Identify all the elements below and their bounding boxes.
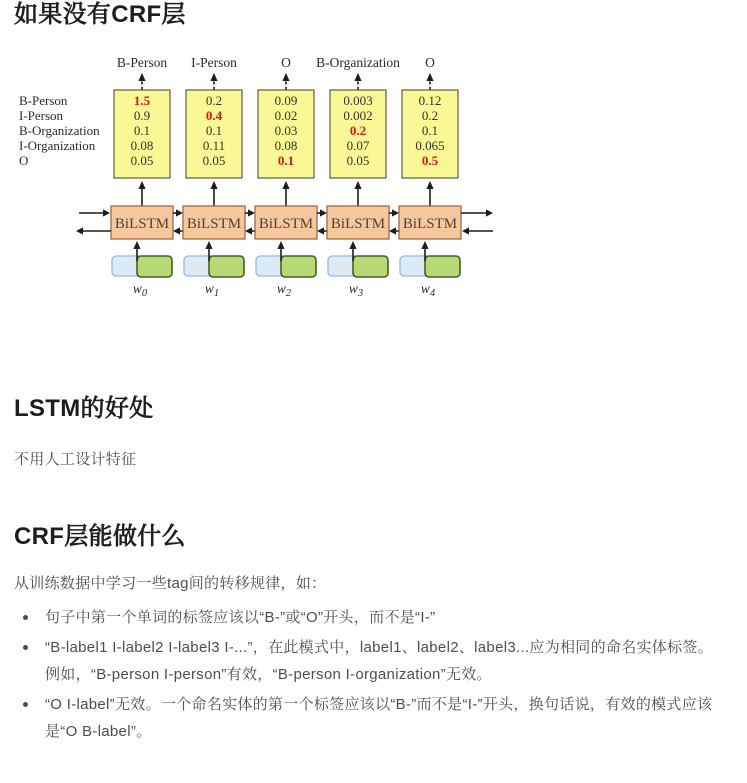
heading-crf-role: CRF层能做什么 [14, 523, 186, 550]
emission-score: 0.08 [274, 138, 298, 153]
dashed-up-arrow [282, 73, 289, 90]
emission-score: 0.1 [205, 123, 223, 138]
bilstm-crf-diagram [0, 48, 520, 300]
dashed-up-arrow [354, 73, 361, 90]
tag-row-label: O [19, 153, 29, 168]
embedding-right-box [353, 256, 388, 277]
emission-score-max: 1.5 [133, 93, 151, 108]
word-label: w3 [348, 281, 364, 299]
dashed-up-arrow [138, 73, 145, 90]
lstm-benefit-text: 不用人工设计特征 [14, 451, 137, 468]
tag-row-label: B-Person [19, 93, 68, 108]
forward-arrow [389, 209, 399, 216]
predicted-tag-label: O [425, 55, 435, 70]
forward-arrow [173, 209, 183, 216]
emission-score-max: 0.4 [205, 108, 223, 123]
tag-row-label: I-Organization [19, 138, 96, 153]
up-arrow [210, 181, 217, 206]
forward-out-arrow [461, 209, 493, 216]
predicted-tag-label: O [281, 55, 291, 70]
forward-arrow [245, 209, 255, 216]
bilstm-diagram-canvas [0, 48, 520, 300]
backward-out-arrow [76, 227, 111, 234]
heading-no-crf: 如果没有CRF层 [14, 1, 186, 28]
bilstm-label: BiLSTM [186, 216, 242, 232]
backward-arrow [389, 227, 399, 234]
predicted-tag-label: B-Person [116, 55, 168, 70]
forward-in-arrow [79, 209, 110, 216]
embedding-right-box [281, 256, 316, 277]
emission-score: 0.1 [421, 123, 439, 138]
up-arrow [282, 181, 289, 206]
emission-score: 0.08 [130, 138, 154, 153]
bullet-item: “O I-label”无效。一个命名实体的第一个标签应该以“B-”而不是“I-”开头，换句话说，有效的模式应该是“O B-label”。 [14, 691, 720, 745]
dashed-up-arrow [426, 73, 433, 90]
emission-score: 0.1 [133, 123, 151, 138]
up-arrow [354, 181, 361, 206]
embedding-right-box [425, 256, 460, 277]
up-arrow [426, 181, 433, 206]
bullet-item: “B-label1 I-label2 I-label3 I-...”，在此模式中，label1、label2、label3...应为相同的命名实体标签。例如，“B-person I-person”有效，“B-person I-organization”无效。 [14, 634, 720, 688]
bilstm-label: BiLSTM [330, 216, 386, 232]
emission-score: 0.065 [415, 138, 445, 153]
crf-role-intro: 从训练数据中学习一些tag间的转移规律，如： [14, 575, 327, 592]
bullet-item: 句子中第一个单词的标签应该以“B-”或“O”开头，而不是“I-” [14, 604, 720, 631]
up-arrow [138, 181, 145, 206]
emission-score: 0.003 [343, 93, 373, 108]
backward-arrow [173, 227, 183, 234]
emission-score: 0.002 [343, 108, 373, 123]
word-label: w4 [420, 281, 436, 299]
emission-score-max: 0.2 [349, 123, 367, 138]
bilstm-label: BiLSTM [258, 216, 314, 232]
emission-score: 0.02 [274, 108, 298, 123]
emission-score: 0.2 [421, 108, 439, 123]
emission-score: 0.07 [346, 138, 370, 153]
emission-score: 0.12 [418, 93, 442, 108]
emission-score: 0.05 [202, 153, 226, 168]
dashed-up-arrow [210, 73, 217, 90]
predicted-tag-label: B-Organization [316, 55, 400, 70]
forward-arrow [317, 209, 327, 216]
word-label: w1 [204, 281, 220, 299]
tag-row-label: B-Organization [19, 123, 100, 138]
bilstm-label: BiLSTM [114, 216, 170, 232]
emission-score: 0.03 [274, 123, 298, 138]
emission-score-max: 0.1 [277, 153, 295, 168]
heading-lstm-benefit: LSTM的好处 [14, 395, 154, 422]
word-label: w0 [132, 281, 148, 299]
embedding-right-box [209, 256, 244, 277]
backward-arrow [245, 227, 255, 234]
crf-rules-list [14, 604, 720, 748]
tag-row-label: I-Person [19, 108, 64, 123]
emission-score: 0.11 [202, 138, 226, 153]
emission-score: 0.05 [346, 153, 370, 168]
emission-score: 0.05 [130, 153, 154, 168]
emission-score: 0.9 [133, 108, 151, 123]
emission-score: 0.2 [205, 93, 223, 108]
emission-score: 0.09 [274, 93, 298, 108]
predicted-tag-label: I-Person [191, 55, 237, 70]
bilstm-label: BiLSTM [402, 216, 458, 232]
emission-score-max: 0.5 [421, 153, 439, 168]
word-label: w2 [276, 281, 292, 299]
backward-arrow [317, 227, 327, 234]
embedding-right-box [137, 256, 172, 277]
backward-in-arrow [462, 227, 493, 234]
